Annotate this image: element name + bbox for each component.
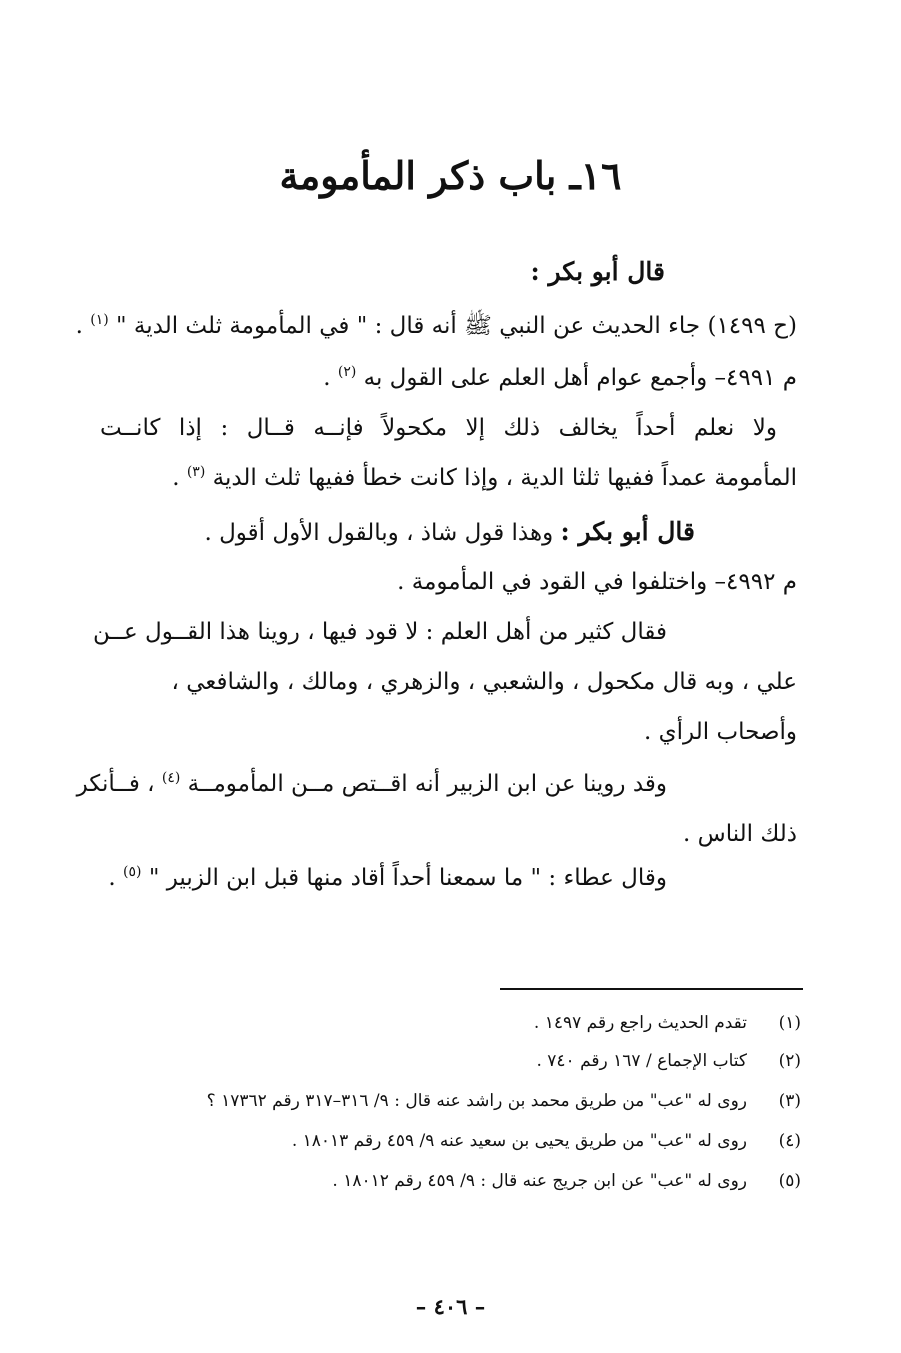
footnote-ref: (٤) <box>161 770 181 786</box>
speaker-heading: قال أبو بكر : <box>530 257 665 286</box>
footnote-ref: (٣) <box>186 464 206 480</box>
footnote <box>100 1046 801 1076</box>
speaker-heading: قال أبو بكر : <box>560 517 695 546</box>
paragraph-line: وأصحاب الرأي . <box>644 719 797 745</box>
text-segment: ، فــأنكر <box>76 771 155 797</box>
footnote-number: (٢) <box>778 1051 801 1071</box>
paragraph-line <box>76 764 797 804</box>
paragraph-line <box>92 612 797 652</box>
footnote-text: كتاب الإجماع / ١٦٧ رقم ٧٤٠ . <box>536 1051 747 1071</box>
text-segment: م ٤٩٩١– وأجمع عوام أهل العلم على القول به <box>363 365 797 391</box>
paragraph-line <box>100 408 797 448</box>
footnote-number: (٤) <box>778 1131 801 1151</box>
paragraph-line: المأمومة عمداً ففيها ثلثا الدية ، وإذا كانت خطأ ففيها ثلث الدية $^{(٣)}$ . <box>172 464 797 491</box>
paragraph-line: ذلك الناس . <box>683 821 797 847</box>
footnote <box>100 1166 801 1196</box>
speaker-line <box>100 512 695 553</box>
chapter-title: ١٦ـ باب ذكر المأمومة <box>279 153 622 198</box>
paragraph-line: علي ، وبه قال مكحول ، والشعبي ، والزهري ، ومالك ، والشافعي ، <box>171 669 797 695</box>
hadith-line: (ح ١٤٩٩) جاء الحديث عن النبي ﷺ أنه قال : " في المأمومة ثلث الدية " $^{(١)}$ . <box>75 312 797 339</box>
page-number: – ٤٠٦ – <box>415 1294 486 1319</box>
footnote <box>100 1126 801 1156</box>
consensus-line: م ٤٩٩١– وأجمع عوام أهل العلم على القول به $^{(٢)}$ . <box>323 364 797 391</box>
footnote-ref: (١) <box>90 312 109 328</box>
paragraph-line: وقال عطاء : " ما سمعنا أحداً أقاد منها قبل ابن الزبير " $^{(٥)}$ . <box>108 864 667 891</box>
footnote-divider <box>500 988 803 990</box>
footnote-text: روى له "عب" من طريق محمد بن راشد عنه قال : ٩/ ٣١٦–٣١٧ رقم ١٧٣٦٢ ؟ <box>206 1091 747 1111</box>
text-segment: وقد روينا عن ابن الزبير أنه اقــتص مــن المأمومــة <box>187 771 667 797</box>
footnote-ref: (٢) <box>337 364 357 380</box>
disagreement-line: م ٤٩٩٢– واختلفوا في القود في المأمومة . <box>397 569 797 595</box>
text-segment: وهذا قول شاذ ، وبالقول الأول أقول . <box>204 520 554 546</box>
text-segment: وقال عطاء : " ما سمعنا أحداً أقاد منها قبل ابن الزبير " <box>148 865 667 891</box>
footnote-number: (٣) <box>778 1091 801 1111</box>
footnote-text: تقدم الحديث راجع رقم ١٤٩٧ . <box>533 1013 747 1033</box>
text-segment: المأمومة عمداً ففيها ثلثا الدية ، وإذا كانت خطأ ففيها ثلث الدية <box>212 465 797 491</box>
footnote-text: روى له "عب" عن ابن جريج عنه قال : ٩/ ٤٥٩ رقم ١٨٠١٢ . <box>332 1171 747 1191</box>
footnote-number: (٥) <box>778 1171 801 1191</box>
footnote-number: (١) <box>778 1013 801 1033</box>
footnote-text: روى له "عب" من طريق يحيى بن سعيد عنه ٩/ ٤٥٩ رقم ١٨٠١٣ . <box>291 1131 747 1151</box>
text-segment: فقال كثير من أهل العلم : لا قود فيها ، روينا هذا القــول عــن <box>92 619 667 645</box>
footnote <box>100 1086 801 1116</box>
text-segment: ولا نعلم أحداً يخالف ذلك إلا مكحولاً فإنــه قــال : إذا كانــت <box>100 415 777 441</box>
footnote <box>100 1008 801 1038</box>
footnote-ref: (٥) <box>123 864 142 880</box>
text-segment: (ح ١٤٩٩) جاء الحديث عن النبي ﷺ أنه قال : " في المأمومة ثلث الدية " <box>116 313 797 339</box>
